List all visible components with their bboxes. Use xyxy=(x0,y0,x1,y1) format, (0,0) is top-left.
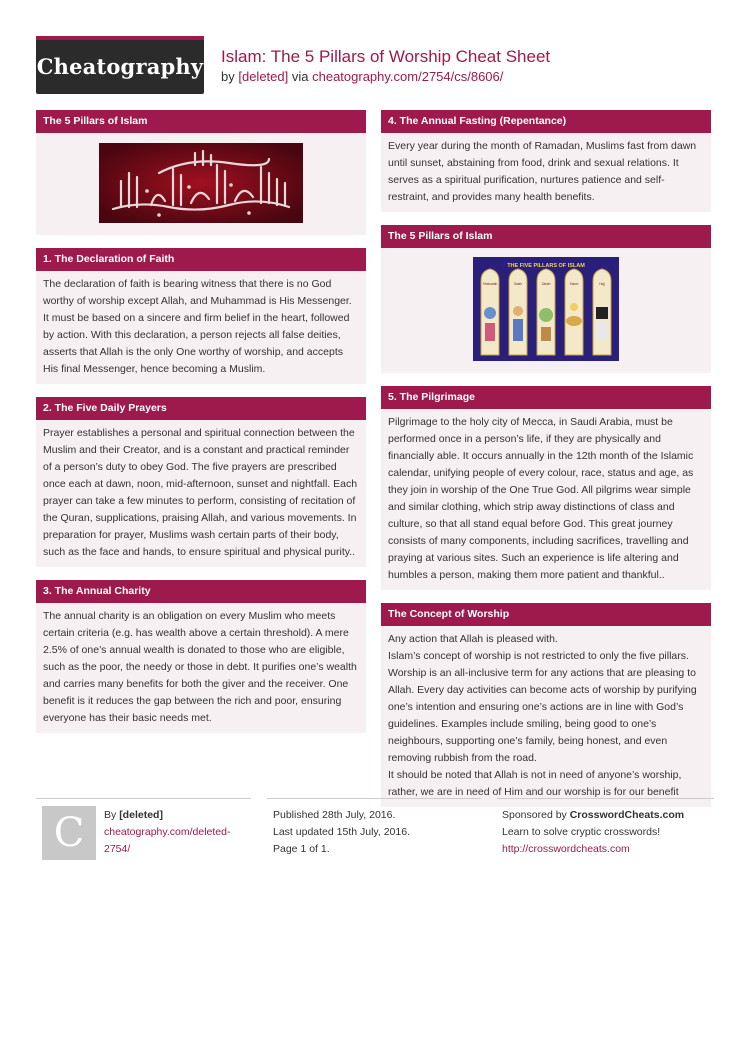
author-link[interactable]: [deleted] xyxy=(238,69,289,84)
footer-dates xyxy=(273,807,483,858)
worship-line-1: Any action that Allah is pleased with. xyxy=(388,633,558,645)
declaration-block xyxy=(36,248,366,384)
footer-sponsor-tagline: Learn to solve cryptic crosswords! xyxy=(502,826,661,838)
logo-text: Cheatography xyxy=(36,54,204,79)
left-column xyxy=(36,110,366,746)
declaration-text: The declaration of faith is bearing witness that there is no God worthy of worship except Allah, and Muhammad is His Messenger. It must be based on a sincere and firm belief in the heart, followed by action. With this declaration, a person rejects all false deities, asserts that Allah is the only One worthy of worship, and accepts His final Messenger, hence becoming a Muslim. xyxy=(43,278,352,375)
fasting-heading: 4. The Annual Fasting (Repentance) xyxy=(381,110,711,133)
charity-heading: 3. The Annual Charity xyxy=(36,580,366,603)
right-column xyxy=(381,110,711,820)
by-prefix: by xyxy=(221,69,235,84)
five-pillars-poster-image xyxy=(473,257,619,361)
pillars-image-block xyxy=(36,110,366,235)
page-title: Islam: The 5 Pillars of Worship Cheat Sheet xyxy=(221,47,551,66)
poster-title: THE FIVE PILLARS OF ISLAM xyxy=(507,263,585,269)
footer-page: Page 1 of 1. xyxy=(273,843,330,855)
footer-updated: Last updated 15th July, 2016. xyxy=(273,826,410,838)
footer-author-name[interactable]: [deleted] xyxy=(119,809,163,821)
via-text: via xyxy=(291,69,309,84)
footer-divider xyxy=(267,798,481,799)
charity-text: The annual charity is an obligation on every Muslim who meets certain criteria (e.g. has wealth above a certain threshold). A mere 2.5% of one’s annual wealth is donated to those who are eligible, such as the poor, the needy or those in debt. It purifies one’s wealth and carries many benefits for both the giver and the receiver. One benefit is it reduces the gap between the rich and poor, ensuring everyone has their basic needs met. xyxy=(43,610,357,724)
poster-panel-label: Sawm xyxy=(569,282,579,286)
worship-heading: The Concept of Worship xyxy=(381,603,711,626)
cheatography-logo[interactable] xyxy=(36,36,204,94)
fasting-block xyxy=(381,110,711,212)
poster-panel-label: Shahadah xyxy=(482,282,498,286)
footer-sponsor xyxy=(502,807,714,858)
pillars-poster-heading: The 5 Pillars of Islam xyxy=(381,225,711,248)
pilgrimage-heading: 5. The Pilgrimage xyxy=(381,386,711,409)
footer-divider xyxy=(497,798,714,799)
footer-sponsored-prefix: Sponsored by xyxy=(502,809,567,821)
footer-author-url[interactable]: cheatography.com/deleted-2754/ xyxy=(104,826,231,855)
footer-author xyxy=(104,807,244,858)
avatar-letter: C xyxy=(53,810,85,856)
worship-line-2: Islam’s concept of worship is not restricted to only the five pillars. Worship is an all-inclusive term for any actions that are pleasing to Allah. Every day activities can become acts of worship by purifying one’s intention and ensuring one’s actions are in line with God’s guidelines. Examples include smiling, being good to one’s neighbours, supporting one’s family, being honest, and even removing rubbish from the road. xyxy=(388,650,697,764)
pillars-poster-block xyxy=(381,225,711,373)
footer xyxy=(36,798,714,868)
footer-sponsor-url[interactable]: http://crosswordcheats.com xyxy=(502,843,630,855)
byline xyxy=(221,69,503,84)
charity-block xyxy=(36,580,366,733)
avatar[interactable] xyxy=(42,806,96,860)
worship-block xyxy=(381,603,711,807)
footer-published: Published 28th July, 2016. xyxy=(273,809,396,821)
fasting-text: Every year during the month of Ramadan, Muslims fast from dawn until sunset, abstaining from food, drink and sexual relations. It serves as a spiritual purification, nurtures patience and self-restraint, and provides many health benefits. xyxy=(388,140,697,203)
declaration-heading: 1. The Declaration of Faith xyxy=(36,248,366,271)
footer-sponsor-name[interactable]: CrosswordCheats.com xyxy=(569,809,685,821)
worship-line-3: It should be noted that Allah is not in need of anyone’s worship, rather, we are in need of Him and our worship is for our benefit xyxy=(388,769,682,798)
prayers-block xyxy=(36,397,366,567)
prayers-text: Prayer establishes a personal and spiritual connection between the Muslim and their Creator, and is a constant and practical reminder of a person’s duty to obey God. The five prayers are prescribed once each at dawn, noon, mid-afternoon, sunset and nightfall. Each prayer can take a few minutes to perform, consisting of recitation of the Quran, supplications, praising Allah, and various movements. In preparation for prayer, Muslims wash certain parts of their body, such as the face and hands, to ensure spiritual and physical purity.. xyxy=(43,427,358,558)
pilgrimage-block xyxy=(381,386,711,590)
prayers-heading: 2. The Five Daily Prayers xyxy=(36,397,366,420)
poster-panel-label: Zakah xyxy=(541,282,551,286)
poster-panel-label: Salah xyxy=(513,282,523,286)
footer-divider xyxy=(36,798,251,799)
sheet-url-link[interactable]: cheatography.com/2754/cs/8606/ xyxy=(312,69,504,84)
calligraphy-image xyxy=(99,143,303,223)
poster-panel-label: Hajj xyxy=(599,282,605,286)
pillars-heading: The 5 Pillars of Islam xyxy=(36,110,366,133)
pilgrimage-text: Pilgrimage to the holy city of Mecca, in Saudi Arabia, must be performed once in a person’s life, if they are physically and financially able. It occurs annually in the 12th month of the Islamic calendar, unifying people of every colour, race, status and age, as they join in worship of the One True God. All pilgrims wear simple and similar clothing, which strip away distinctions of class and culture, so that all stand equal before God. This great journey consists of many components, including sacrifices, travelling and praying at various sites. Such an experience is life altering and humbles a person, making them more patient and thankful.. xyxy=(388,416,694,581)
footer-by: By xyxy=(104,809,117,821)
